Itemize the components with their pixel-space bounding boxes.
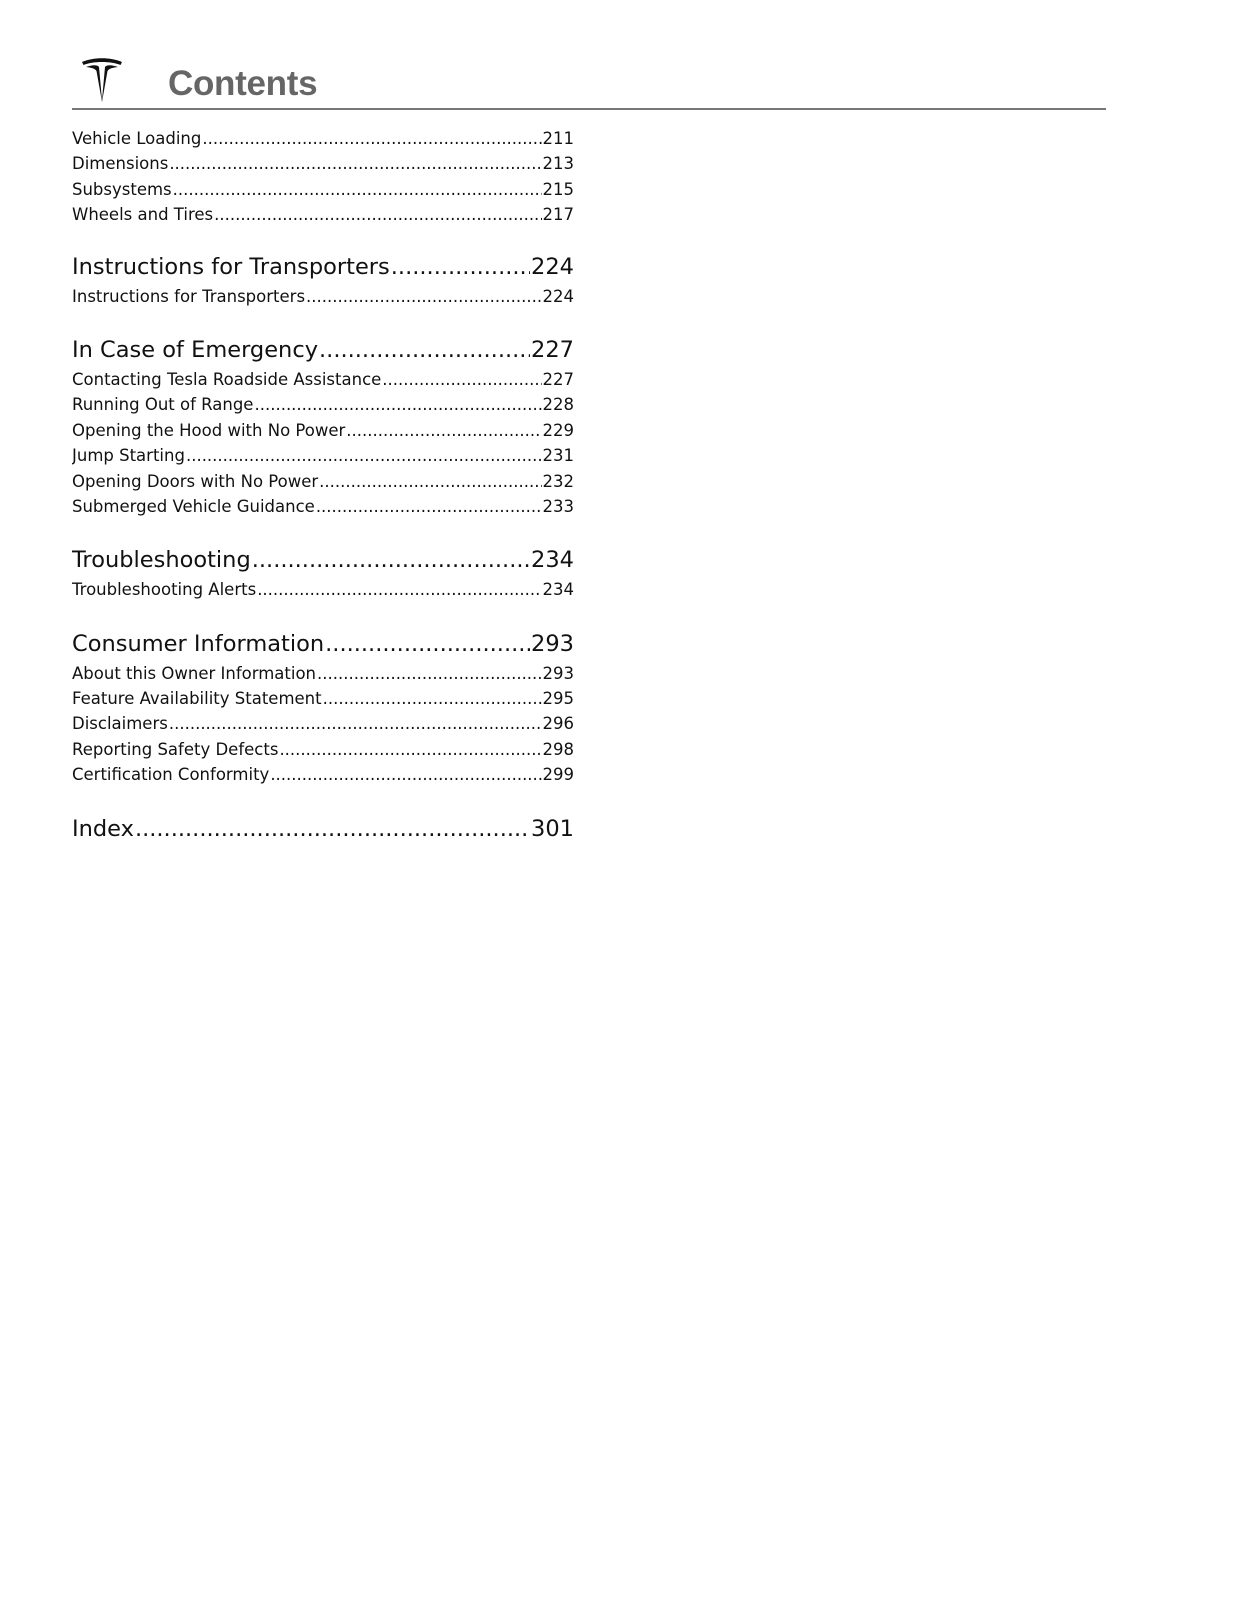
dot-leader <box>214 202 541 227</box>
dot-leader <box>169 151 541 176</box>
toc-entry[interactable] <box>72 151 574 176</box>
toc-entry-label: Wheels and Tires <box>72 205 214 225</box>
toc-entry-page: 299 <box>542 765 574 785</box>
page-header <box>72 52 1106 110</box>
toc-section-in-case-of-emergency <box>72 333 574 519</box>
dot-leader <box>135 812 530 846</box>
toc-entry-page: 211 <box>542 129 574 148</box>
toc-entry[interactable] <box>72 762 574 787</box>
toc-entry[interactable] <box>72 202 574 227</box>
toc-entry-label: Troubleshooting Alerts <box>72 580 257 600</box>
toc-entry[interactable] <box>72 443 574 468</box>
toc-entry-page: 228 <box>542 395 574 415</box>
toc-continued-group <box>72 126 574 228</box>
toc-entry-label: Instructions for Transporters <box>72 286 306 306</box>
toc-section-title: Instructions for Transporters <box>72 253 390 280</box>
toc-section-page: 301 <box>531 815 574 842</box>
dot-leader <box>317 661 541 686</box>
dot-leader <box>391 250 530 284</box>
dot-leader <box>169 711 542 736</box>
dot-leader <box>186 443 542 468</box>
tesla-logo <box>80 56 124 102</box>
toc-section-title: Troubleshooting <box>72 547 251 574</box>
toc-entry-page: 231 <box>542 446 574 466</box>
toc-entry-label: Vehicle Loading <box>72 129 202 148</box>
dot-leader <box>173 177 542 202</box>
dot-leader <box>316 494 542 519</box>
toc-entry[interactable] <box>72 469 574 494</box>
dot-leader <box>323 686 542 711</box>
toc-entry-page: 233 <box>542 496 574 516</box>
toc-section-page: 227 <box>531 336 574 363</box>
toc-section-index <box>72 812 574 846</box>
table-of-contents <box>72 126 574 846</box>
dot-leader <box>382 367 541 392</box>
toc-entry-label: Dimensions <box>72 154 169 174</box>
toc-section-instructions-for-transporters <box>72 250 574 309</box>
toc-entry-page: 234 <box>542 580 574 600</box>
dot-leader <box>346 418 541 443</box>
toc-entry-label: Reporting Safety Defects <box>72 739 279 759</box>
dot-leader <box>257 577 541 602</box>
toc-section-heading[interactable] <box>72 250 574 284</box>
toc-entry-page: 293 <box>542 663 574 683</box>
toc-entry-page: 232 <box>542 471 574 491</box>
toc-section-page: 234 <box>531 547 574 574</box>
toc-entry[interactable] <box>72 577 574 602</box>
toc-entry-label: Subsystems <box>72 179 172 199</box>
toc-entry-label: About this Owner Information <box>72 663 317 683</box>
toc-entry-label: Submerged Vehicle Guidance <box>72 496 315 516</box>
toc-entry-page: 217 <box>542 205 574 225</box>
dot-leader <box>319 469 541 494</box>
toc-entry-page: 229 <box>542 420 574 440</box>
toc-section-title: Consumer Information <box>72 630 325 657</box>
toc-entry-page: 227 <box>542 369 574 389</box>
header-divider <box>72 108 1106 110</box>
toc-entry[interactable] <box>72 367 574 392</box>
dot-leader <box>279 737 541 762</box>
toc-entry[interactable] <box>72 494 574 519</box>
toc-entry[interactable] <box>72 737 574 762</box>
dot-leader <box>319 333 530 367</box>
page-title: Contents <box>168 64 318 103</box>
toc-entry[interactable] <box>72 686 574 711</box>
toc-section-heading[interactable] <box>72 812 574 846</box>
toc-entry[interactable] <box>72 284 574 309</box>
toc-section-heading[interactable] <box>72 543 574 577</box>
toc-section-heading[interactable] <box>72 333 574 367</box>
toc-section-heading[interactable] <box>72 627 574 661</box>
dot-leader <box>270 762 541 787</box>
dot-leader <box>202 126 541 151</box>
toc-entry-label: Opening Doors with No Power <box>72 471 319 491</box>
toc-entry[interactable] <box>72 661 574 686</box>
toc-entry-page: 215 <box>542 179 574 199</box>
toc-entry-page: 298 <box>542 739 574 759</box>
toc-entry-page: 224 <box>542 286 574 306</box>
toc-entry-label: Contacting Tesla Roadside Assistance <box>72 369 382 389</box>
dot-leader <box>252 543 530 577</box>
toc-section-title: Index <box>72 815 134 842</box>
toc-entry[interactable] <box>72 418 574 443</box>
toc-entry[interactable] <box>72 711 574 736</box>
toc-section-troubleshooting <box>72 543 574 602</box>
toc-entry[interactable] <box>72 126 574 151</box>
toc-section-consumer-information <box>72 627 574 788</box>
toc-entry-label: Feature Availability Statement <box>72 689 322 709</box>
toc-section-page: 224 <box>531 253 574 280</box>
toc-entry-label: Disclaimers <box>72 714 168 734</box>
toc-section-title: In Case of Emergency <box>72 336 319 363</box>
dot-leader <box>254 392 541 417</box>
toc-entry[interactable] <box>72 392 574 417</box>
toc-entry[interactable] <box>72 177 574 202</box>
toc-entry-page: 213 <box>542 154 574 174</box>
toc-entry-page: 296 <box>542 714 574 734</box>
toc-entry-label: Jump Starting <box>72 446 185 466</box>
dot-leader <box>325 627 530 661</box>
toc-entry-label: Opening the Hood with No Power <box>72 420 346 440</box>
dot-leader <box>306 284 541 309</box>
toc-entry-label: Running Out of Range <box>72 395 254 415</box>
toc-section-page: 293 <box>531 630 574 657</box>
toc-entry-page: 295 <box>542 689 574 709</box>
toc-entry-label: Certification Conformity <box>72 765 270 785</box>
